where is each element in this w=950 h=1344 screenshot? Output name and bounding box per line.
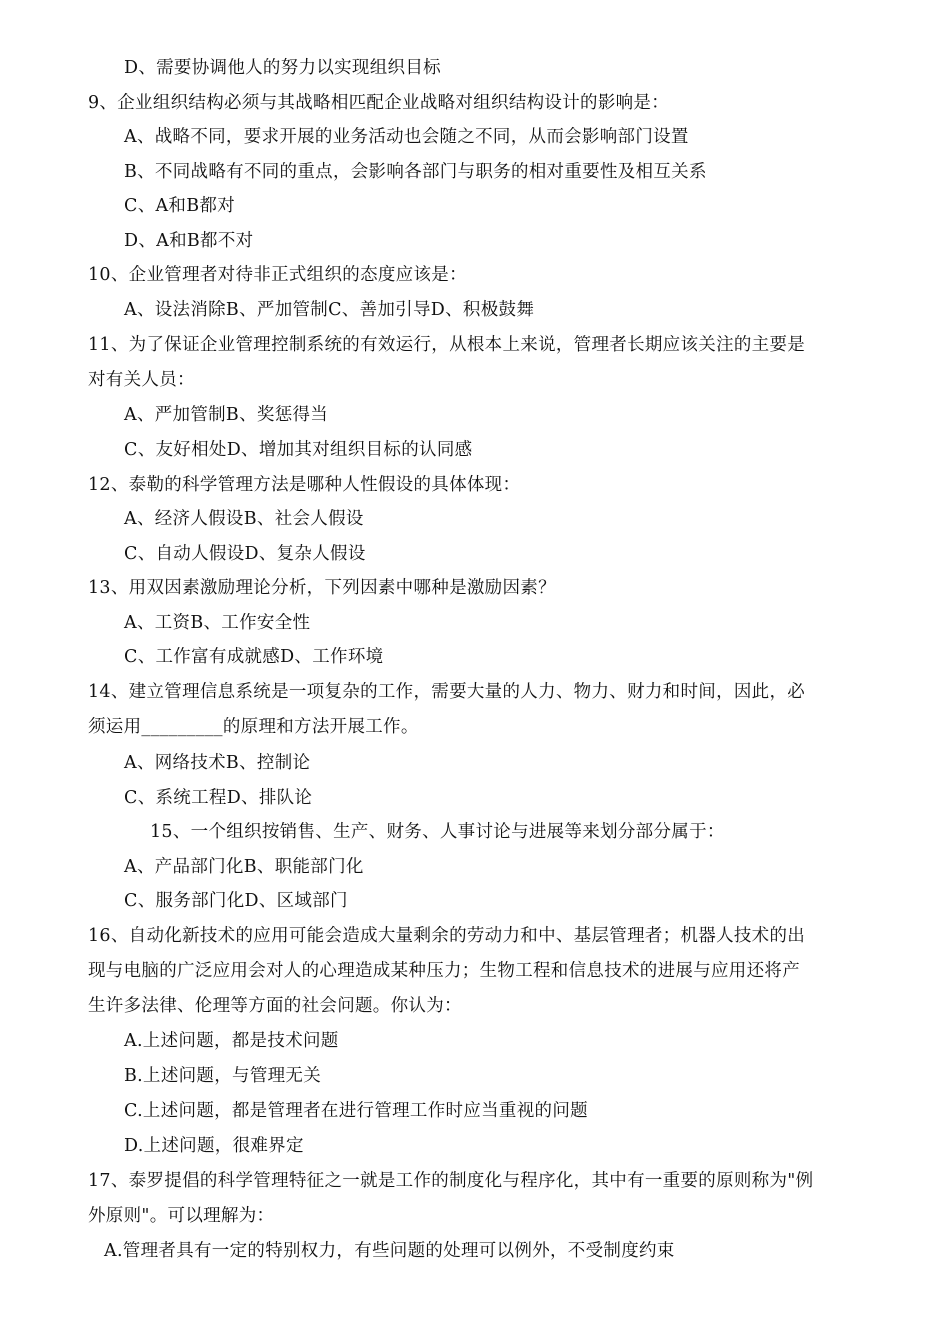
q16-option-b: B.上述问题，与管理无关 xyxy=(124,1066,322,1086)
q14-options-ab: A、网络技术B、控制论 xyxy=(124,753,311,773)
q16-option-d: D.上述问题，很难界定 xyxy=(124,1136,304,1156)
q11-options-cd: C、友好相处D、增加其对组织目标的认同感 xyxy=(124,440,473,460)
q14-options-cd: C、系统工程D、排队论 xyxy=(124,788,313,808)
q16-option-a: A.上述问题，都是技术问题 xyxy=(124,1031,339,1051)
q17-option-a: A.管理者具有一定的特别权力，有些问题的处理可以例外，不受制度约束 xyxy=(104,1241,675,1261)
q16-option-c: C.上述问题，都是管理者在进行管理工作时应当重视的问题 xyxy=(124,1101,588,1121)
q14-stem-line1: 14、建立管理信息系统是一项复杂的工作，需要大量的人力、物力、财力和时间，因此，必 xyxy=(88,682,806,702)
q10-options: A、设法消除B、严加管制C、善加引导D、积极鼓舞 xyxy=(124,300,535,320)
q13-stem: 13、用双因素激励理论分析，下列因素中哪种是激励因素？ xyxy=(88,578,556,598)
q11-stem-line1: 11、为了保证企业管理控制系统的有效运行，从根本上来说，管理者长期应该关注的主要是 xyxy=(88,335,806,355)
q15-options-ab: A、产品部门化B、职能部门化 xyxy=(124,857,364,877)
q15-stem: 15、一个组织按销售、生产、财务、人事讨论与进展等来划分部分属于： xyxy=(150,822,725,842)
q16-stem-line3: 生许多法律、伦理等方面的社会问题。你认为： xyxy=(88,996,462,1016)
q9-option-a: A、战略不同，要求开展的业务活动也会随之不同，从而会影响部门设置 xyxy=(124,127,689,147)
q16-stem-line2: 现与电脑的广泛应用会对人的心理造成某种压力；生物工程和信息技术的进展与应用还将产 xyxy=(88,961,800,981)
q13-options-cd: C、工作富有成就感D、工作环境 xyxy=(124,647,384,667)
q11-options-ab: A、严加管制B、奖惩得当 xyxy=(124,405,329,425)
q14-stem-line2: 须运用_________的原理和方法开展工作。 xyxy=(88,717,419,737)
q17-stem-line2: 外原则"。可以理解为： xyxy=(88,1206,275,1226)
q16-stem-line1: 16、自动化新技术的应用可能会造成大量剩余的劳动力和中、基层管理者；机器人技术的出 xyxy=(88,926,806,946)
q9-option-d: D、A和B都不对 xyxy=(124,231,254,251)
q15-options-cd: C、服务部门化D、区域部门 xyxy=(124,891,348,911)
q9-stem: 9、企业组织结构必须与其战略相匹配企业战略对组织结构设计的影响是： xyxy=(88,93,670,113)
q17-stem-line1: 17、泰罗提倡的科学管理特征之一就是工作的制度化与程序化，其中有一重要的原则称为"例 xyxy=(88,1171,814,1191)
q8-option-d: D、需要协调他人的努力以实现组织目标 xyxy=(124,58,441,78)
q12-options-ab: A、经济人假设B、社会人假设 xyxy=(124,509,364,529)
q9-option-b: B、不同战略有不同的重点，会影响各部门与职务的相对重要性及相互关系 xyxy=(124,162,707,182)
q9-option-c: C、A和B都对 xyxy=(124,196,235,216)
q11-stem-line2: 对有关人员： xyxy=(88,370,195,390)
q12-stem: 12、泰勒的科学管理方法是哪种人性假设的具体体现： xyxy=(88,475,521,495)
q10-stem: 10、企业管理者对待非正式组织的态度应该是： xyxy=(88,265,467,285)
q12-options-cd: C、自动人假设D、复杂人假设 xyxy=(124,544,366,564)
q13-options-ab: A、工资B、工作安全性 xyxy=(124,613,311,633)
